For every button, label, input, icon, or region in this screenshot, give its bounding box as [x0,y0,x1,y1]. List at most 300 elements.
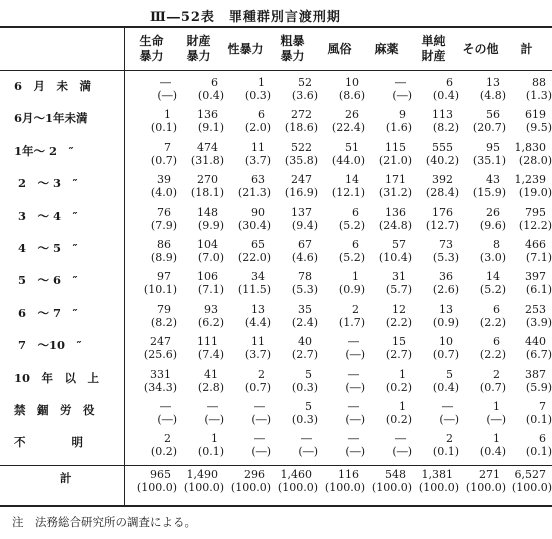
cell-percent: (2.2) [479,348,506,362]
row-label: 5 ～ 6 ″ [14,273,78,288]
cell-count: ― [301,432,312,446]
cell-count: 466 [525,238,546,251]
table-cell [412,108,459,134]
table-cell [130,368,177,394]
cell-count: 6 [539,432,546,446]
table-cell [130,432,177,458]
table-cell [459,108,506,134]
table-cell [365,206,412,232]
cell-percent: (31.8) [190,153,224,167]
cell-percent: (28.0) [518,153,552,167]
cell-percent: (0.7) [150,153,177,167]
cell-percent: (4.8) [479,89,506,102]
cell-count: 331 [150,367,171,381]
cell-percent: (5.2) [479,283,506,297]
table-cell [130,335,177,361]
table-cell [318,173,365,199]
cell-percent: (0.1) [432,445,459,459]
cell-count: 86 [157,238,171,251]
table-cell [271,400,318,426]
table-cell [365,76,412,102]
cell-percent: (22.0) [237,251,271,264]
table-cell [177,76,224,102]
cell-count: 8 [493,238,500,251]
table-cell [224,468,271,494]
column-header: 財産 暴力 [186,34,211,63]
cell-percent: (5.2) [338,218,365,232]
cell-count: 555 [432,140,453,154]
table-cell [505,173,552,199]
table-cell [224,270,271,296]
cell-percent: (―) [439,413,459,426]
table-cell [177,335,224,361]
row-label: 7 ～10 ″ [14,338,82,353]
table-cell [318,303,365,329]
cell-percent: (25.6) [143,348,177,362]
cell-percent: (100.0) [418,480,459,494]
cell-percent: (100.0) [324,480,365,494]
table-cell [505,335,552,361]
cell-percent: (100.0) [511,480,552,494]
cell-count: 113 [432,108,453,122]
row-label: 4 ～ 5 ″ [14,241,78,255]
cell-percent: (10.1) [143,283,177,297]
table-cell [412,238,459,264]
table-cell [177,368,224,394]
table-cell [505,141,552,167]
table-cell [505,432,552,458]
column-header: 粗暴 暴力 [280,34,305,63]
cell-percent: (8.6) [338,89,365,102]
table-cell [271,432,318,458]
cell-percent: (1.6) [385,121,412,135]
cell-count: 13 [486,76,500,89]
cell-count: 1,381 [421,467,453,481]
table-cell [318,206,365,232]
table-cell [271,468,318,494]
cell-count: 78 [298,270,312,284]
cell-percent: (22.4) [331,121,365,135]
cell-percent: (21.3) [237,186,271,200]
cell-count: ― [207,400,218,413]
cell-count: 1 [352,270,359,284]
table-cell [459,335,506,361]
cell-count: ― [348,335,359,349]
cell-percent: (12.1) [331,186,365,200]
table-cell [365,368,412,394]
cell-count: 171 [385,173,406,187]
cell-count: 272 [291,108,312,122]
table-cell [412,468,459,494]
cell-percent: (0.4) [479,445,506,459]
cell-percent: (7.1) [197,283,224,297]
table-cell [130,141,177,167]
table-cell [505,270,552,296]
cell-count: 106 [197,270,218,284]
table-cell [459,173,506,199]
cell-percent: (―) [392,445,412,459]
cell-percent: (31.2) [378,186,412,200]
cell-count: 104 [197,238,218,251]
cell-percent: (―) [486,413,506,426]
cell-count: 136 [385,205,406,219]
table-cell [412,400,459,426]
table-cell [505,400,552,426]
table-cell [271,238,318,264]
table-cell [459,76,506,102]
table-cell [365,335,412,361]
row-label: 6 月 未 満 [14,79,92,93]
cell-count: 2 [164,432,171,446]
cell-count: 15 [392,335,406,349]
cell-count: 522 [291,140,312,154]
cell-count: 270 [197,173,218,187]
cell-percent: (0.1) [197,445,224,459]
row-label: 10 年 以 上 [14,370,100,385]
cell-count: 2 [352,302,359,316]
cell-percent: (2.7) [385,348,412,362]
cell-percent: (―) [157,89,177,102]
cell-count: 795 [525,205,546,219]
cell-percent: (21.0) [378,153,412,167]
cell-count: 548 [385,467,406,481]
cell-count: 57 [392,238,406,251]
table-cell [365,468,412,494]
cell-percent: (0.7) [244,380,271,394]
cell-percent: (19.0) [518,186,552,200]
table-cell [224,303,271,329]
table-cell [177,238,224,264]
table-cell [271,368,318,394]
table-cell [224,141,271,167]
cell-percent: (7.1) [525,251,552,264]
row-label: 計 [60,470,72,485]
cell-count: 6 [352,238,359,251]
cell-count: 6,527 [514,467,546,481]
cell-percent: (16.9) [284,186,318,200]
cell-percent: (0.4) [197,89,224,102]
cell-count: 65 [251,238,265,251]
table-cell [505,468,552,494]
header-rule [0,70,552,71]
cell-percent: (15.9) [472,186,506,200]
table-cell [459,238,506,264]
cell-percent: (―) [345,380,365,394]
cell-percent: (6.7) [525,348,552,362]
row-label: 6月～1年未満 [14,111,88,126]
cell-percent: (4.4) [244,315,271,329]
cell-count: 247 [150,335,171,349]
table-cell [412,141,459,167]
cell-count: 6 [446,76,453,89]
table-cell [224,432,271,458]
table-cell [224,400,271,426]
row-label: 不 明 [14,435,83,450]
cell-percent: (5.3) [432,251,459,264]
table-cell [505,368,552,394]
column-header: 風俗 [327,41,352,56]
cell-percent: (2.2) [385,315,412,329]
table-cell [271,76,318,102]
cell-percent: (―) [204,413,224,426]
cell-percent: (5.2) [338,251,365,264]
cell-percent: (30.4) [237,218,271,232]
cell-count: 253 [525,302,546,316]
cell-count: ― [348,432,359,446]
total-rule [0,465,552,466]
table-cell [130,206,177,232]
column-header: 性暴力 [227,41,264,56]
cell-percent: (―) [298,445,318,459]
cell-count: 1,830 [514,140,546,154]
table-cell [412,432,459,458]
table-cell [130,270,177,296]
table-cell [459,206,506,232]
table-cell [130,173,177,199]
cell-percent: (3.6) [291,89,318,102]
table-cell [224,173,271,199]
cell-percent: (8.9) [150,251,177,264]
cell-percent: (0.1) [150,121,177,135]
table-cell [224,335,271,361]
cell-count: 176 [432,205,453,219]
cell-percent: (6.1) [525,283,552,297]
cell-percent: (11.5) [237,283,271,297]
table-cell [177,206,224,232]
cell-percent: (10.4) [378,251,412,264]
table-cell [177,400,224,426]
cell-count: 14 [486,270,500,284]
cell-percent: (7.9) [150,218,177,232]
table-cell [412,173,459,199]
cell-percent: (0.2) [385,413,412,426]
cell-count: 1 [493,400,500,413]
cell-count: 6 [211,76,218,89]
cell-count: 13 [439,302,453,316]
cell-percent: (40.2) [425,153,459,167]
table-cell [318,468,365,494]
cell-percent: (100.0) [277,480,318,494]
column-header: 生命 暴力 [139,34,164,63]
cell-percent: (3.9) [525,315,552,329]
table-cell [177,270,224,296]
table-cell [412,368,459,394]
cell-count: 1,239 [514,173,546,187]
cell-count: 1 [164,108,171,122]
cell-percent: (35.1) [472,153,506,167]
cell-count: 2 [258,367,265,381]
cell-percent: (100.0) [230,480,271,494]
table-cell [177,173,224,199]
cell-percent: (9.4) [291,218,318,232]
cell-count: 1 [258,76,265,89]
cell-count: 52 [298,76,312,89]
cell-count: ― [254,400,265,413]
table-cell [505,303,552,329]
cell-percent: (2.8) [197,380,224,394]
cell-percent: (28.4) [425,186,459,200]
table-cell [365,432,412,458]
cell-count: ― [442,400,453,413]
cell-count: 90 [251,205,265,219]
cell-percent: (―) [345,348,365,362]
cell-count: 1,490 [186,467,218,481]
table-cell [318,76,365,102]
cell-count: 387 [525,367,546,381]
cell-count: 11 [251,335,265,349]
cell-count: 36 [439,270,453,284]
cell-percent: (6.2) [197,315,224,329]
table-cell [459,400,506,426]
cell-percent: (2.0) [244,121,271,135]
cell-percent: (5.7) [385,283,412,297]
cell-count: 115 [385,140,406,154]
cell-percent: (7.0) [197,251,224,264]
cell-count: 67 [298,238,312,251]
cell-count: 474 [197,140,218,154]
cell-percent: (9.6) [479,218,506,232]
table-cell [177,468,224,494]
cell-count: 14 [345,173,359,187]
column-header: 麻薬 [374,41,399,56]
cell-count: 148 [197,205,218,219]
table-cell [459,303,506,329]
table-cell [459,432,506,458]
cell-percent: (8.2) [432,121,459,135]
cell-count: 440 [525,335,546,349]
table-cell [412,335,459,361]
row-label: 2 ～ 3 ″ [14,176,78,191]
row-label: 1年～ 2 ″ [14,143,74,158]
cell-count: 88 [532,76,546,89]
cell-percent: (―) [251,413,271,426]
cell-count: 6 [493,302,500,316]
table-cell [459,468,506,494]
table-note: 注 法務総合研究所の調査による。 [12,515,196,529]
table-cell [130,468,177,494]
cell-percent: (―) [345,445,365,459]
cell-percent: (0.1) [525,445,552,459]
column-header: 計 [520,41,533,56]
table-cell [365,400,412,426]
table-cell [318,432,365,458]
cell-count: 247 [291,173,312,187]
cell-count: 39 [157,173,171,187]
cell-count: 51 [345,140,359,154]
cell-count: 619 [525,108,546,122]
table-cell [365,108,412,134]
cell-percent: (0.2) [150,445,177,459]
cell-count: 271 [479,467,500,481]
cell-percent: (0.3) [291,413,318,426]
table-cell [505,206,552,232]
table-cell [271,141,318,167]
table-cell [459,141,506,167]
cell-count: ― [254,432,265,446]
cell-count: 296 [244,467,265,481]
cell-percent: (0.4) [432,89,459,102]
cell-count: ― [348,367,359,381]
cell-count: 1 [399,400,406,413]
cell-count: 5 [305,367,312,381]
cell-percent: (4.6) [291,251,318,264]
cell-percent: (5.9) [525,380,552,394]
cell-percent: (0.9) [432,315,459,329]
table-cell [130,238,177,264]
table-cell [365,173,412,199]
cell-count: 116 [338,467,359,481]
table-cell [505,238,552,264]
table-title: Ⅲ―52表 罪種群別言渡刑期 [150,10,341,25]
cell-percent: (12.2) [518,218,552,232]
table-cell [412,76,459,102]
cell-count: 137 [291,205,312,219]
cell-count: 95 [486,140,500,154]
table-cell [365,303,412,329]
table-cell [271,108,318,134]
table-cell [505,76,552,102]
cell-percent: (2.2) [479,315,506,329]
cell-percent: (2.6) [432,283,459,297]
table-cell [365,141,412,167]
cell-count: 79 [157,302,171,316]
table-cell [224,206,271,232]
cell-count: 1 [399,367,406,381]
row-label: 3 ～ 4 ″ [14,208,78,223]
table-cell [318,270,365,296]
cell-count: 5 [446,367,453,381]
cell-count: ― [348,400,359,413]
cell-count: ― [395,432,406,446]
table-cell [271,303,318,329]
cell-count: 93 [204,302,218,316]
cell-count: 73 [439,238,453,251]
cell-percent: (0.7) [432,348,459,362]
cell-count: 2 [446,432,453,446]
table-cell [271,270,318,296]
cell-percent: (2.7) [291,348,318,362]
cell-percent: (100.0) [136,480,177,494]
cell-count: 6 [352,205,359,219]
column-header: その他 [462,41,499,56]
cell-count: 35 [298,302,312,316]
stub-divider [124,26,125,505]
cell-percent: (―) [251,445,271,459]
cell-percent: (7.4) [197,348,224,362]
table-cell [459,368,506,394]
cell-percent: (―) [345,413,365,426]
cell-count: 34 [251,270,265,284]
cell-count: 6 [493,335,500,349]
cell-count: ― [160,76,171,89]
table-cell [318,238,365,264]
cell-count: 11 [251,140,265,154]
cell-count: 56 [486,108,500,122]
cell-percent: (18.1) [190,186,224,200]
cell-percent: (20.7) [472,121,506,135]
table-cell [318,141,365,167]
cell-percent: (9.5) [525,121,552,135]
cell-percent: (12.7) [425,218,459,232]
cell-percent: (0.1) [525,413,552,426]
row-label: 禁 錮 労 役 [14,403,95,417]
cell-percent: (100.0) [371,480,412,494]
cell-percent: (5.3) [291,283,318,297]
cell-percent: (―) [157,413,177,426]
cell-count: 13 [251,302,265,316]
cell-percent: (100.0) [465,480,506,494]
cell-percent: (1.7) [338,315,365,329]
